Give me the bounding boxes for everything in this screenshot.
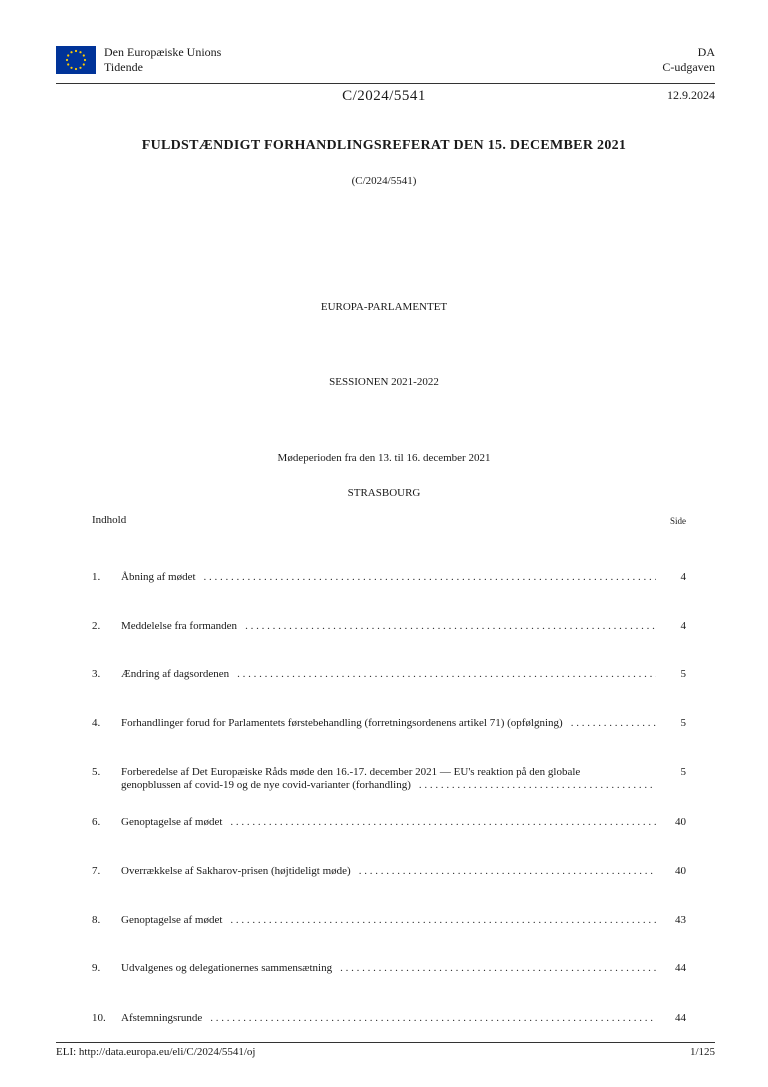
toc-item-page: 5	[680, 766, 686, 778]
toc-item-text: Afstemningsrunde	[121, 1012, 203, 1024]
eli-link[interactable]: ELI: http://data.europa.eu/eli/C/2024/5541/oj	[56, 1046, 256, 1058]
publication-line-1: Den Europæiske Unions	[104, 45, 222, 59]
session-place: STRASBOURG	[347, 487, 421, 499]
toc-item-number: 5.	[92, 766, 101, 778]
toc-item-text: Forhandlinger forud for Parlamentets førstebehandling (forretningsordenens artikel 71) (opfølgning)	[121, 717, 563, 729]
toc-item-number: 1.	[92, 571, 101, 583]
toc-leader	[245, 620, 656, 633]
toc-item-page: 43	[675, 914, 686, 926]
toc-item-number: 2.	[92, 620, 101, 632]
edition-info	[662, 45, 715, 75]
toc-leader	[419, 779, 656, 792]
publication-line-2: Tidende	[104, 60, 143, 74]
toc-item-page: 44	[675, 962, 686, 974]
toc-item-text: Udvalgenes og delegationernes sammensætning	[121, 962, 333, 974]
document-id: C/2024/5541	[342, 88, 426, 104]
toc-item-page: 44	[675, 1012, 686, 1024]
toc-leader	[237, 668, 656, 681]
toc-item-number: 10.	[92, 1012, 106, 1024]
session-period: Mødeperioden fra den 13. til 16. december 2021	[277, 452, 491, 464]
toc-item-page: 4	[680, 571, 686, 583]
toc-item-text: Åbning af mødet	[121, 571, 196, 583]
toc-item-number: 8.	[92, 914, 101, 926]
series-label: C-udgaven	[662, 60, 715, 74]
toc-item-text: Meddelelse fra formanden	[121, 620, 238, 632]
toc-item-text: Ændring af dagsordenen	[121, 668, 230, 680]
institution-name: EUROPA-PARLAMENTET	[320, 301, 448, 313]
toc-item-number: 9.	[92, 962, 101, 974]
publication-date: 12.9.2024	[667, 88, 715, 102]
toc-item-text-continued: genopblussen af covid-19 og de nye covid-varianter (forhandling)	[121, 779, 411, 791]
toc-item-page: 5	[680, 717, 686, 729]
toc-item-page: 40	[675, 865, 686, 877]
eu-stars	[56, 46, 96, 74]
toc-leader	[230, 914, 656, 927]
toc-leader	[210, 1012, 656, 1025]
toc-item-text: Overrækkelse af Sakharov-prisen (højtideligt møde)	[121, 865, 351, 877]
page-number: 1/125	[689, 1046, 715, 1058]
toc-leader	[340, 962, 656, 975]
toc-item-page: 4	[680, 620, 686, 632]
toc-heading: Indhold	[92, 514, 127, 526]
toc-leader	[571, 717, 656, 730]
document-title: FULDSTÆNDIGT FORHANDLINGSREFERAT DEN 15. DECEMBER 2021	[141, 138, 627, 153]
eu-flag-icon	[56, 46, 96, 74]
footer-divider	[56, 1042, 715, 1043]
session-label: SESSIONEN 2021-2022	[329, 376, 439, 388]
language-code: DA	[697, 45, 715, 59]
toc-item-number: 6.	[92, 816, 101, 828]
document-reference: (C/2024/5541)	[351, 175, 417, 187]
header-divider	[56, 83, 715, 84]
toc-item-page: 5	[680, 668, 686, 680]
toc-leader	[230, 816, 656, 829]
toc-item-text: Genoptagelse af mødet	[121, 914, 223, 926]
toc-item-text: Genoptagelse af mødet	[121, 816, 223, 828]
toc-item-page: 40	[675, 816, 686, 828]
toc-leader	[359, 865, 656, 878]
toc-leader	[204, 571, 656, 584]
toc-page-heading: Side	[669, 516, 686, 526]
toc-item-text: Forberedelse af Det Europæiske Råds møde den 16.-17. december 2021 — EU's reaktion på den globale	[121, 766, 581, 778]
publication-name	[104, 45, 221, 75]
toc-item-number: 7.	[92, 865, 101, 877]
toc-item-number: 4.	[92, 717, 101, 729]
toc-item-number: 3.	[92, 668, 101, 680]
